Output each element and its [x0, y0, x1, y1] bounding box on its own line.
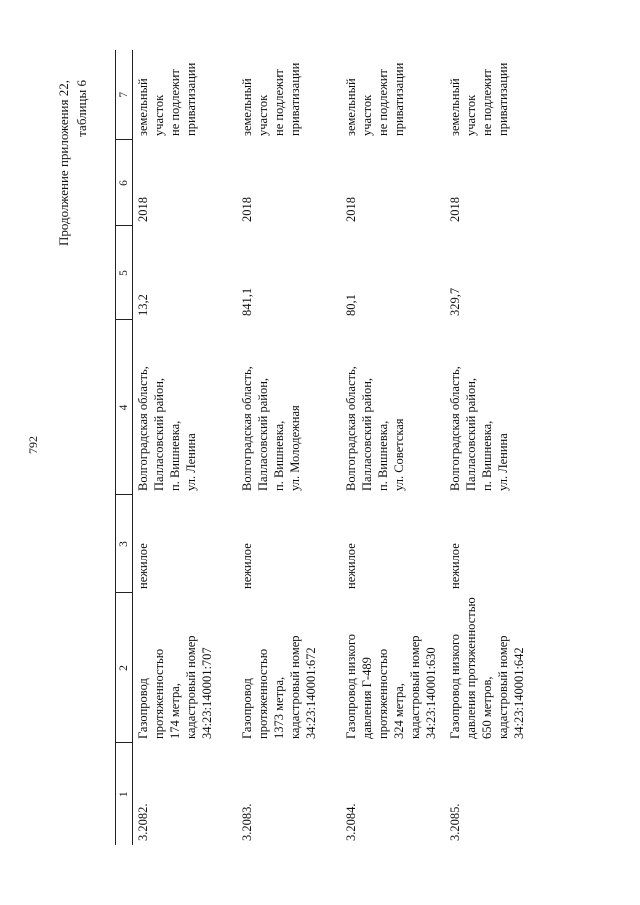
- object-value: 841,1: [240, 287, 254, 316]
- note-line: участок: [464, 94, 478, 136]
- note-line: земельный: [240, 78, 254, 136]
- note-line: участок: [256, 94, 270, 136]
- address-line: ул. Ленина: [496, 433, 510, 491]
- object-name-line: давления Г-489: [360, 657, 374, 739]
- object-name-line: протяженностью: [256, 648, 270, 739]
- address-line: п. Вишневка,: [168, 420, 182, 491]
- col-header-2: 2: [116, 593, 133, 743]
- note-line: приватизации: [496, 62, 510, 136]
- object-name-line: протяженностью: [152, 648, 166, 739]
- object-name-line: кадастровый номер: [496, 635, 510, 739]
- object-name-line: давления протяженностью: [464, 597, 478, 739]
- object-address: [445, 320, 549, 495]
- note-line: земельный: [344, 78, 358, 136]
- note-line: участок: [360, 94, 374, 136]
- object-name-line: протяженностью: [376, 648, 390, 739]
- address-line: Палласовский район,: [256, 377, 270, 491]
- object-name-line: 174 метра,: [168, 683, 182, 739]
- table-row: [445, 50, 549, 845]
- note-line: земельный: [448, 78, 462, 136]
- object-name-line: Газопровод низкого: [448, 633, 462, 739]
- col-header-7: 7: [116, 50, 133, 140]
- row-number: 3.2083.: [240, 803, 254, 841]
- address-line: Волгоградская область,: [240, 366, 254, 491]
- page-number: 792: [26, 436, 40, 454]
- object-name-line: 34:23:140001:672: [304, 647, 318, 739]
- address-line: п. Вишневка,: [480, 420, 494, 491]
- address-line: п. Вишневка,: [376, 420, 390, 491]
- address-line: ул. Ленина: [184, 433, 198, 491]
- object-type: нежилое: [344, 543, 358, 589]
- address-line: Палласовский район,: [464, 377, 478, 491]
- object-name-line: 34:23:140001:707: [200, 647, 214, 739]
- address-line: Волгоградская область,: [448, 366, 462, 491]
- address-line: Волгоградская область,: [344, 366, 358, 491]
- note-line: приватизации: [392, 62, 406, 136]
- object-year: 2018: [240, 197, 254, 222]
- object-name-line: Газопровод: [240, 678, 254, 739]
- object-note: [237, 50, 341, 140]
- object-name-line: 1373 метра,: [272, 676, 286, 739]
- object-year: 2018: [344, 197, 358, 222]
- object-name-line: 324 метра,: [392, 683, 406, 739]
- address-line: Палласовский район,: [152, 377, 166, 491]
- object-name: [445, 593, 549, 743]
- address-line: ул. Молодежная: [288, 405, 302, 491]
- note-line: приватизации: [184, 62, 198, 136]
- address-line: Волгоградская область,: [136, 366, 150, 491]
- col-header-4: 4: [116, 320, 133, 495]
- table-row: [237, 50, 341, 845]
- object-name-line: Газопровод низкого: [344, 633, 358, 739]
- property-table: [115, 50, 549, 845]
- object-address: [237, 320, 341, 495]
- object-value: 13,2: [136, 294, 150, 316]
- object-name-line: Газопровод: [136, 678, 150, 739]
- object-address: [133, 320, 238, 495]
- object-year: 2018: [136, 197, 150, 222]
- object-name-line: 650 метров,: [480, 676, 494, 739]
- object-name: [133, 593, 238, 743]
- note-line: не подлежит: [272, 69, 286, 136]
- object-value: 80,1: [344, 294, 358, 316]
- header-row: [116, 50, 133, 845]
- object-type: нежилое: [136, 543, 150, 589]
- row-number: 3.2084.: [344, 803, 358, 841]
- object-name-line: кадастровый номер: [288, 635, 302, 739]
- col-header-6: 6: [116, 140, 133, 226]
- address-line: п. Вишневка,: [272, 420, 286, 491]
- col-header-3: 3: [116, 495, 133, 593]
- object-name: [237, 593, 341, 743]
- address-line: Палласовский район,: [360, 377, 374, 491]
- object-name: [341, 593, 445, 743]
- note-line: участок: [152, 94, 166, 136]
- row-number: 3.2085.: [448, 803, 462, 841]
- object-name-line: 34:23:140001:630: [424, 647, 438, 739]
- address-line: ул. Советская: [392, 418, 406, 491]
- caption-line-1: Продолжение приложения 22,: [56, 80, 71, 247]
- object-type: нежилое: [448, 543, 462, 589]
- object-name-line: 34:23:140001:642: [512, 647, 526, 739]
- note-line: не подлежит: [376, 69, 390, 136]
- col-header-5: 5: [116, 226, 133, 320]
- note-line: приватизации: [288, 62, 302, 136]
- object-name-line: кадастровый номер: [408, 635, 422, 739]
- table-caption: [55, 80, 91, 246]
- object-note: [133, 50, 238, 140]
- caption-line-2: таблицы 6: [74, 80, 89, 137]
- note-line: не подлежит: [480, 69, 494, 136]
- object-year: 2018: [448, 197, 462, 222]
- row-number: 3.2082.: [136, 803, 150, 841]
- object-note: [445, 50, 549, 140]
- note-line: не подлежит: [168, 69, 182, 136]
- object-address: [341, 320, 445, 495]
- object-type: нежилое: [240, 543, 254, 589]
- table-row: [341, 50, 445, 845]
- col-header-1: 1: [116, 743, 133, 845]
- table-row: [133, 50, 238, 845]
- object-note: [341, 50, 445, 140]
- object-name-line: кадастровый номер: [184, 635, 198, 739]
- object-value: 329,7: [448, 287, 462, 316]
- note-line: земельный: [136, 78, 150, 136]
